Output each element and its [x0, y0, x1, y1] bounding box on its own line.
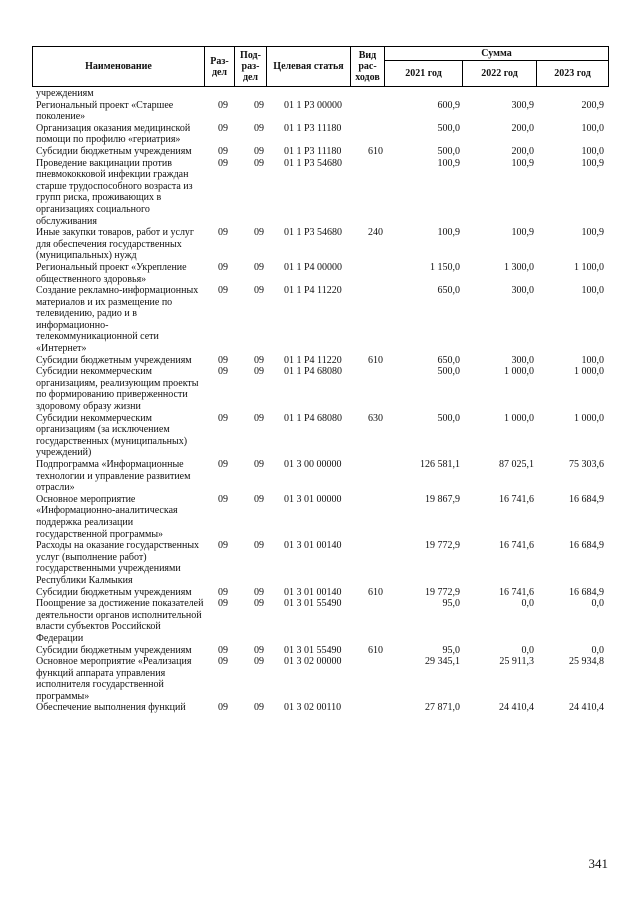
row-target: 01 1 P3 54680	[284, 227, 343, 239]
row-podrazdel: 09	[254, 644, 264, 656]
row-target: 01 1 P4 68080	[284, 366, 343, 378]
row-sum-2021: 95,0	[442, 598, 460, 610]
row-razdel: 09	[218, 459, 228, 470]
row-razdel: 09	[218, 493, 228, 505]
row-sum-2021: 650,0	[437, 354, 460, 366]
table-row	[32, 587, 608, 599]
row-target: 01 3 02 00000	[284, 656, 342, 668]
row-sum-2021: 19 772,9	[425, 586, 460, 598]
table-row	[32, 100, 608, 123]
row-vid: 610	[368, 586, 383, 598]
row-name: Субсидии бюджетным учреждениям	[36, 586, 192, 598]
table-row	[32, 459, 608, 494]
row-sum-2022: 100,9	[511, 227, 534, 239]
table-row	[32, 645, 608, 657]
table-body	[32, 88, 608, 714]
row-target: 01 1 P3 11180	[284, 145, 342, 157]
table-row	[32, 227, 608, 262]
row-podrazdel: 09	[254, 122, 264, 134]
row-sum-2021: 95,0	[442, 644, 460, 656]
row-sum-2023: 24 410,4	[569, 702, 604, 714]
row-sum-2023: 1 000,0	[574, 412, 604, 424]
row-target: 01 3 00 00000	[284, 459, 342, 470]
row-podrazdel: 09	[254, 656, 264, 668]
row-sum-2022: 24 410,4	[499, 702, 534, 714]
row-razdel: 09	[218, 157, 228, 169]
row-name: Организация оказания медицинской помощи по профилю «гериатрия»	[36, 122, 191, 146]
row-sum-2023: 75 303,6	[569, 459, 604, 470]
row-podrazdel: 09	[254, 261, 264, 273]
row-razdel: 09	[218, 122, 228, 134]
row-podrazdel: 09	[254, 285, 264, 297]
table-row	[32, 355, 608, 367]
row-name: Иные закупки товаров, работ и услуг для обеспечения государственных (муниципальных) нужд	[36, 227, 195, 262]
row-sum-2022: 300,0	[511, 354, 534, 366]
row-sum-2022: 16 741,6	[499, 493, 534, 505]
header-year-2023: 2023 год	[537, 61, 609, 87]
row-vid: 610	[368, 145, 383, 157]
row-target: 01 3 01 00000	[284, 493, 342, 505]
row-sum-2023: 25 934,8	[569, 656, 604, 668]
row-podrazdel: 09	[254, 412, 264, 424]
table-row	[32, 158, 608, 228]
row-razdel: 09	[218, 354, 228, 366]
row-target: 01 3 01 55490	[284, 598, 342, 610]
row-name: Субсидии бюджетным учреждениям	[36, 644, 192, 656]
row-sum-2023: 1 000,0	[574, 366, 604, 378]
row-podrazdel: 09	[254, 366, 264, 378]
row-sum-2023: 100,9	[581, 227, 604, 239]
page-number: 341	[588, 856, 608, 871]
row-podrazdel: 09	[254, 354, 264, 366]
row-sum-2021: 19 867,9	[425, 493, 460, 505]
row-name: учреждениям	[36, 88, 94, 99]
row-podrazdel: 09	[254, 145, 264, 157]
row-podrazdel: 09	[254, 99, 264, 111]
row-sum-2023: 100,0	[581, 145, 604, 157]
header-year-2022: 2022 год	[463, 61, 537, 87]
row-sum-2022: 25 911,3	[499, 656, 534, 668]
row-sum-2023: 100,0	[581, 122, 604, 134]
row-sum-2021: 500,0	[437, 412, 460, 424]
row-name: Создание рекламно-информационных материалов и их размещение по телевидению, радио и в информационно-телекоммуникационной сети «Интернет»	[36, 285, 199, 355]
row-sum-2023: 1 100,0	[574, 261, 604, 273]
header-razdel: Раз- дел	[205, 47, 235, 87]
row-name: Субсидии бюджетным учреждениям	[36, 145, 192, 157]
row-vid: 610	[368, 354, 383, 366]
row-target: 01 3 01 55490	[284, 644, 342, 656]
row-target: 01 1 P4 11220	[284, 285, 342, 297]
row-podrazdel: 09	[254, 459, 264, 470]
row-podrazdel: 09	[254, 598, 264, 610]
row-target: 01 1 P3 11180	[284, 122, 342, 134]
row-name: Субсидии некоммерческим организациям, реализующим проекты по формированию приверженности здоровому образу жизни	[36, 366, 199, 413]
row-razdel: 09	[218, 656, 228, 668]
row-razdel: 09	[218, 644, 228, 656]
row-sum-2021: 100,9	[437, 157, 460, 169]
table-row	[32, 413, 608, 459]
row-podrazdel: 09	[254, 157, 264, 169]
row-podrazdel: 09	[254, 540, 264, 552]
row-sum-2022: 16 741,6	[499, 586, 534, 598]
row-sum-2023: 0,0	[591, 598, 604, 610]
header-podrazdel: Под- раз- дел	[235, 47, 267, 87]
row-podrazdel: 09	[254, 586, 264, 598]
row-sum-2021: 650,0	[437, 285, 460, 297]
row-sum-2021: 100,9	[437, 227, 460, 239]
row-name: Проведение вакцинации против пневмококковой инфекции граждан старше трудоспособного возраста из групп риска, проживающих в организациях социального обслуживания	[36, 157, 193, 227]
row-razdel: 09	[218, 261, 228, 273]
table-row	[32, 146, 608, 158]
row-razdel: 09	[218, 586, 228, 598]
row-sum-2023: 0,0	[591, 644, 604, 656]
row-sum-2022: 300,0	[511, 285, 534, 297]
row-razdel: 09	[218, 227, 228, 239]
table-row	[32, 702, 608, 714]
table-row	[32, 285, 608, 355]
row-sum-2023: 100,9	[581, 157, 604, 169]
row-target: 01 3 01 00140	[284, 540, 342, 552]
row-name: Обеспечение выполнения функций	[36, 702, 186, 714]
row-sum-2022: 1 000,0	[504, 366, 534, 378]
table-row	[32, 494, 608, 540]
row-razdel: 09	[218, 366, 228, 378]
row-sum-2023: 100,0	[581, 354, 604, 366]
row-sum-2023: 16 684,9	[569, 493, 604, 505]
row-sum-2022: 200,0	[511, 122, 534, 134]
table-row	[32, 88, 608, 100]
row-name: Расходы на оказание государственных услуг (выполнение работ) государственными учреждениями Республики Калмыкия	[36, 540, 200, 586]
row-razdel: 09	[218, 285, 228, 297]
header-vid: Вид рас- ходов	[351, 47, 385, 87]
row-sum-2022: 0,0	[521, 644, 534, 656]
row-razdel: 09	[218, 145, 228, 157]
row-sum-2023: 16 684,9	[569, 540, 604, 552]
row-sum-2023: 16 684,9	[569, 586, 604, 598]
row-target: 01 1 P4 68080	[284, 412, 343, 424]
row-podrazdel: 09	[254, 227, 264, 239]
row-podrazdel: 09	[254, 702, 264, 714]
row-sum-2021: 27 871,0	[425, 702, 460, 714]
row-sum-2021: 500,0	[437, 366, 460, 378]
row-sum-2021: 600,9	[437, 99, 460, 111]
row-name: Субсидии некоммерческим организациям (за исключением государственных (муниципальных) учреждений)	[36, 412, 188, 459]
row-name: Основное мероприятие «Информационно-аналитическая поддержка реализации государственной программы»	[36, 493, 178, 540]
row-sum-2022: 1 300,0	[504, 261, 534, 273]
header-year-2021: 2021 год	[385, 61, 463, 87]
row-sum-2021: 500,0	[437, 122, 460, 134]
row-sum-2022: 16 741,6	[499, 540, 534, 552]
row-razdel: 09	[218, 540, 228, 552]
row-name: Подпрограмма «Информационные технологии и управление развитием отрасли»	[36, 459, 191, 494]
row-sum-2022: 300,9	[511, 99, 534, 111]
row-sum-2021: 500,0	[437, 145, 460, 157]
header-summa: Сумма	[385, 47, 609, 61]
table-row	[32, 262, 608, 285]
row-sum-2022: 1 000,0	[504, 412, 534, 424]
table-row	[32, 656, 608, 702]
header-name: Наименование	[33, 47, 205, 87]
row-target: 01 3 01 00140	[284, 586, 342, 598]
row-sum-2022: 87 025,1	[499, 459, 534, 470]
row-target: 01 3 02 00110	[284, 702, 342, 714]
table-header	[32, 46, 609, 87]
row-target: 01 1 P4 00000	[284, 261, 343, 273]
row-razdel: 09	[218, 702, 228, 714]
table-row	[32, 540, 608, 586]
row-name: Региональный проект «Укрепление общественного здоровья»	[36, 261, 187, 285]
row-name: Поощрение за достижение показателей деятельности органов исполнительной власти субъектов Российской Федерации	[36, 598, 204, 644]
header-target: Целевая статья	[267, 47, 351, 87]
row-target: 01 1 P3 54680	[284, 157, 343, 169]
row-podrazdel: 09	[254, 493, 264, 505]
row-sum-2021: 29 345,1	[425, 656, 460, 668]
table-row	[32, 123, 608, 146]
row-name: Основное мероприятие «Реализация функций аппарата управления исполнителя государственной программы»	[36, 656, 192, 702]
row-target: 01 1 P4 11220	[284, 354, 342, 366]
row-sum-2023: 100,0	[581, 285, 604, 297]
row-name: Субсидии бюджетным учреждениям	[36, 354, 192, 366]
row-sum-2022: 100,9	[511, 157, 534, 169]
row-sum-2021: 19 772,9	[425, 540, 460, 552]
row-vid: 610	[368, 644, 383, 656]
row-sum-2022: 200,0	[511, 145, 534, 157]
row-razdel: 09	[218, 412, 228, 424]
row-vid: 240	[368, 227, 383, 239]
row-sum-2023: 200,9	[581, 99, 604, 111]
row-sum-2021: 1 150,0	[430, 261, 460, 273]
table-row	[32, 598, 608, 644]
row-name: Региональный проект «Старшее поколение»	[36, 99, 174, 123]
row-razdel: 09	[218, 598, 228, 610]
row-vid: 630	[368, 412, 383, 424]
row-sum-2022: 0,0	[521, 598, 534, 610]
table-row	[32, 366, 608, 412]
row-target: 01 1 P3 00000	[284, 99, 343, 111]
row-razdel: 09	[218, 99, 228, 111]
row-sum-2021: 126 581,1	[420, 459, 460, 470]
